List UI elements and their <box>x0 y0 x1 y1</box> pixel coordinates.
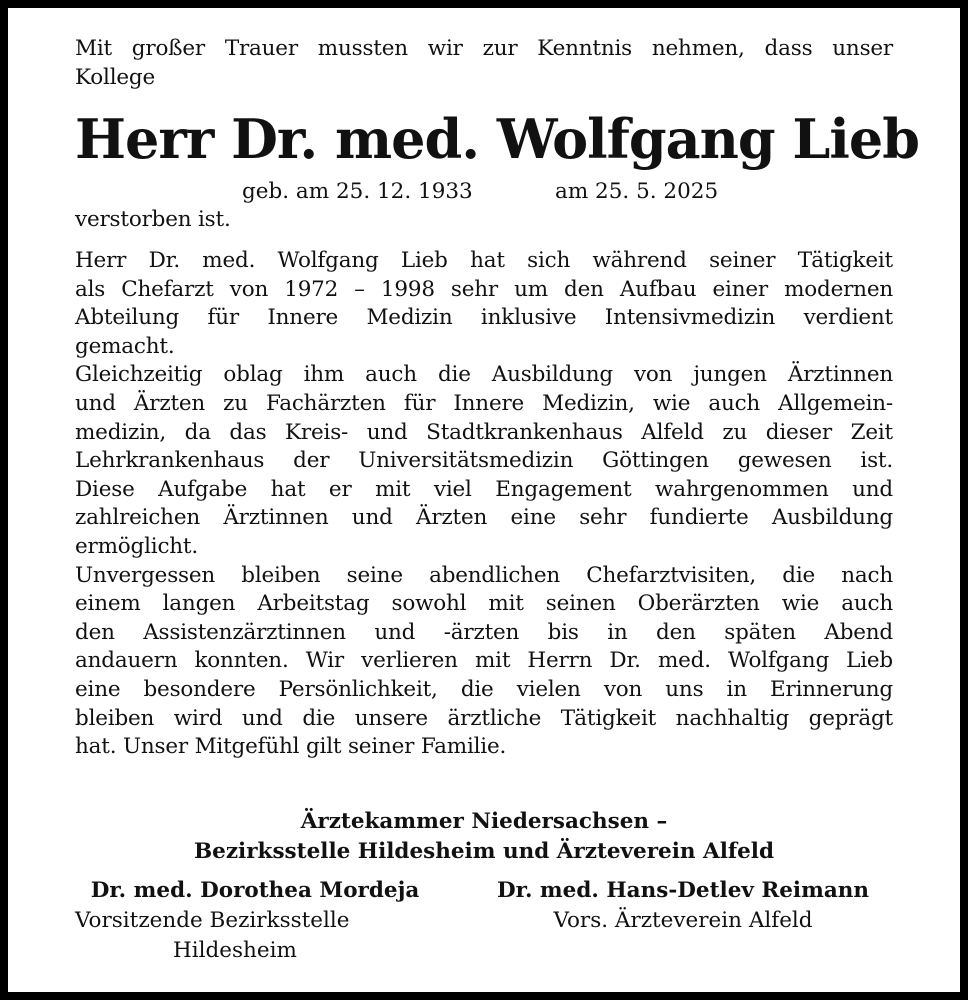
body-line: hat. Unser Mitgefühl gilt seiner Familie. <box>75 734 507 760</box>
body-line: bleiben wird und die unsere ärztliche Tätigkeit nachhaltig geprägt <box>75 705 893 731</box>
body-line: ermöglicht. <box>75 533 199 559</box>
signer-role: Vors. Ärzteverein Alfeld <box>553 908 813 933</box>
body-line: Lehrkrankenhaus der Universitätsmedizin Göttingen gewesen ist. <box>75 448 893 474</box>
died-suffix-text: verstorben ist. <box>75 207 231 232</box>
body-line: gemacht. <box>75 333 175 359</box>
body-line: Unvergessen bleiben seine abendlichen Chefarztvisiten, die nach <box>75 562 893 588</box>
body-line: andauern konnten. Wir verlieren mit Herrn Dr. med. Wolfgang Lieb <box>75 648 893 674</box>
signer-name: Dr. med. Dorothea Mordeja <box>90 878 420 903</box>
body-line: und Ärzten zu Fachärzten für Innere Medizin, wie auch Allgemein- <box>75 390 893 416</box>
organization-line: Bezirksstelle Hildesheim und Ärzteverein Alfeld <box>194 839 774 864</box>
body-line: einem langen Arbeitstag sowohl mit seinen Oberärzten wie auch <box>75 591 893 617</box>
signer-role: Vorsitzende Bezirksstelle <box>75 908 350 933</box>
intro-line: Kollege <box>75 64 155 90</box>
obituary-body <box>75 247 893 762</box>
signer-1 <box>75 876 435 966</box>
body-line: zahlreichen Ärztinnen und Ärzten eine sehr fundierte Ausbildung <box>75 505 893 531</box>
death-date: am 25. 5. 2025 <box>555 179 719 204</box>
body-line: eine besondere Persönlichkeit, die vielen von uns in Erinnerung <box>75 676 893 702</box>
signer-name: Dr. med. Hans-Detlev Reimann <box>496 878 870 903</box>
body-line: Diese Aufgabe hat er mit viel Engagement wahrgenommen und <box>75 476 893 502</box>
organization-line: Ärztekammer Niedersachsen – <box>300 809 668 834</box>
birth-date: geb. am 25. 12. 1933 <box>242 179 473 204</box>
deceased-name: Herr Dr. med. Wolfgang Lieb <box>75 107 920 171</box>
died-suffix <box>75 206 893 235</box>
body-line: medizin, da das Kreis- und Stadtkrankenhaus Alfeld zu dieser Zeit <box>75 419 893 445</box>
organization <box>75 807 893 867</box>
signer-role: Hildesheim <box>173 938 297 963</box>
body-line: Abteilung für Innere Medizin inklusive Intensivmedizin verdient <box>75 305 893 331</box>
body-line: Gleichzeitig oblag ihm auch die Ausbildung von jungen Ärztinnen <box>75 362 893 388</box>
intro-line: Mit großer Trauer mussten wir zur Kenntnis nehmen, dass unser <box>75 36 893 61</box>
body-line: als Chefarzt von 1972 – 1998 sehr um den Aufbau einer modernen <box>75 276 893 302</box>
body-line: Herr Dr. med. Wolfgang Lieb hat sich während seiner Tätigkeit <box>75 248 893 273</box>
signer-2 <box>470 876 896 936</box>
body-line: den Assistenzärztinnen und -ärzten bis in den späten Abend <box>75 619 893 645</box>
intro <box>75 35 893 92</box>
